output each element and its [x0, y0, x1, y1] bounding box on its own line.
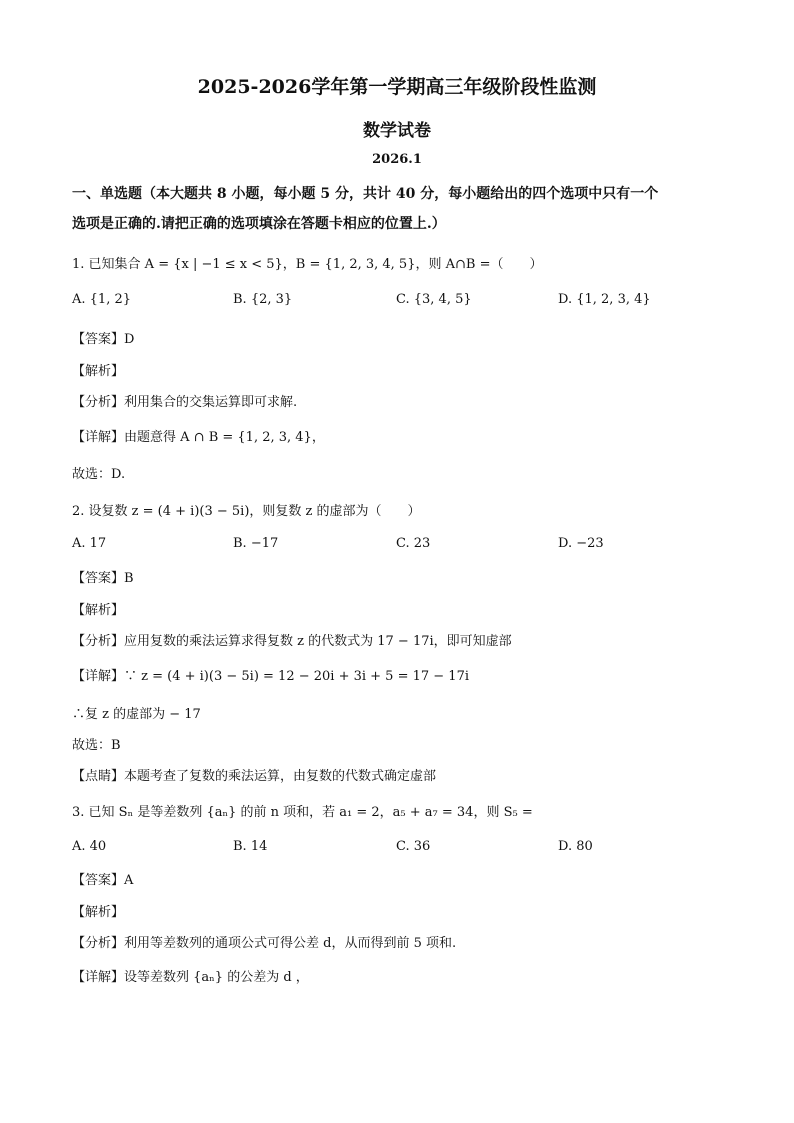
detail-tag: 【详解】: [72, 669, 125, 684]
q2-analysis: [72, 630, 512, 649]
q1-detail-text: 由题意得 A ∩ B = {1, 2, 3, 4}，: [124, 430, 325, 445]
choose-label: 故选：: [72, 738, 112, 753]
q2-option-d: D. −23: [558, 536, 604, 551]
analysis-tag: 【分析】: [72, 634, 125, 649]
q2-option-a: A. 17: [72, 536, 107, 551]
q2-analysis-head: 【解析】: [72, 603, 125, 618]
q1-option-b: B. {2, 3}: [233, 292, 293, 307]
q3-option-b: B. 14: [233, 839, 268, 854]
q1-stem: 1. 已知集合 A = {x | −1 ≤ x < 5}，B = {1, 2, 3, 4, 5}，则 A∩B =（ ）: [72, 257, 543, 272]
q3-option-c: C. 36: [396, 839, 431, 854]
q1-option-a: A. {1, 2}: [72, 292, 132, 307]
q2-conclusion: ∴复 z 的虚部为 − 17: [72, 707, 201, 722]
q3-option-a: A. 40: [72, 839, 107, 854]
q3-analysis-text: 利用等差数列的通项公式可得公差 d，从而得到前 5 项和.: [124, 936, 457, 951]
q2-analysis-text: 应用复数的乘法运算求得复数 z 的代数式为 17 − 17i，即可知虚部: [124, 634, 512, 649]
q2-comment: [72, 765, 436, 784]
section-heading-line2: 选项是正确的.请把正确的选项填涂在答题卡相应的位置上.）: [72, 216, 446, 232]
q3-answer: [72, 869, 133, 888]
q1-choose-value: D.: [111, 467, 126, 482]
choose-label: 故选：: [72, 467, 112, 482]
answer-tag: 【答案】: [72, 332, 125, 347]
q2-detail-text: ∵ z = (4 + i)(3 − 5i) = 12 − 20i + 3i + 5 = 17 − 17i: [124, 669, 470, 684]
exam-subtitle: 数学试卷: [363, 121, 431, 141]
q1-option-c: C. {3, 4, 5}: [396, 292, 472, 307]
section-heading-line1: 一、单选题（本大题共 8 小题，每小题 5 分，共计 40 分，每小题给出的四个选项中只有一个: [72, 186, 659, 202]
q3-analysis: [72, 932, 456, 951]
q1-analysis: [72, 391, 297, 410]
answer-tag: 【答案】: [72, 571, 125, 586]
comment-tag: 【点睛】: [72, 769, 125, 784]
q3-option-d: D. 80: [558, 839, 593, 854]
q1-analysis-text: 利用集合的交集运算即可求解.: [124, 395, 298, 410]
answer-tag: 【答案】: [72, 873, 125, 888]
q3-analysis-head: 【解析】: [72, 905, 125, 920]
q1-answer-value: D: [124, 332, 135, 347]
q2-option-b: B. −17: [233, 536, 279, 551]
exam-title: 2025-2026学年第一学期高三年级阶段性监测: [197, 76, 597, 98]
q1-detail: [72, 426, 325, 445]
q3-detail: [72, 966, 309, 985]
q2-detail: [72, 665, 469, 684]
q2-answer-value: B: [124, 571, 134, 586]
q1-analysis-head: 【解析】: [72, 364, 125, 379]
q2-choose-value: B: [111, 738, 121, 753]
q2-answer: [72, 567, 134, 586]
q3-answer-value: A: [124, 873, 134, 888]
exam-date: 2026.1: [372, 152, 422, 167]
q1-answer: [72, 328, 134, 347]
q2-stem: 2. 设复数 z = (4 + i)(3 − 5i)，则复数 z 的虚部为（ ）: [72, 504, 421, 519]
detail-tag: 【详解】: [72, 430, 125, 445]
detail-tag: 【详解】: [72, 970, 125, 985]
q3-detail-text: 设等差数列 {aₙ} 的公差为 d ，: [124, 970, 309, 985]
q3-stem: 3. 已知 Sₙ 是等差数列 {aₙ} 的前 n 项和，若 a₁ = 2，a₅ + a₇ = 34，则 S₅ =: [72, 805, 533, 820]
q2-comment-text: 本题考查了复数的乘法运算，由复数的代数式确定虚部: [124, 769, 437, 784]
q1-option-d: D. {1, 2, 3, 4}: [558, 292, 651, 307]
q1-choose: [72, 463, 125, 482]
analysis-tag: 【分析】: [72, 936, 125, 951]
q2-option-c: C. 23: [396, 536, 431, 551]
analysis-tag: 【分析】: [72, 395, 125, 410]
q2-choose: [72, 734, 121, 753]
